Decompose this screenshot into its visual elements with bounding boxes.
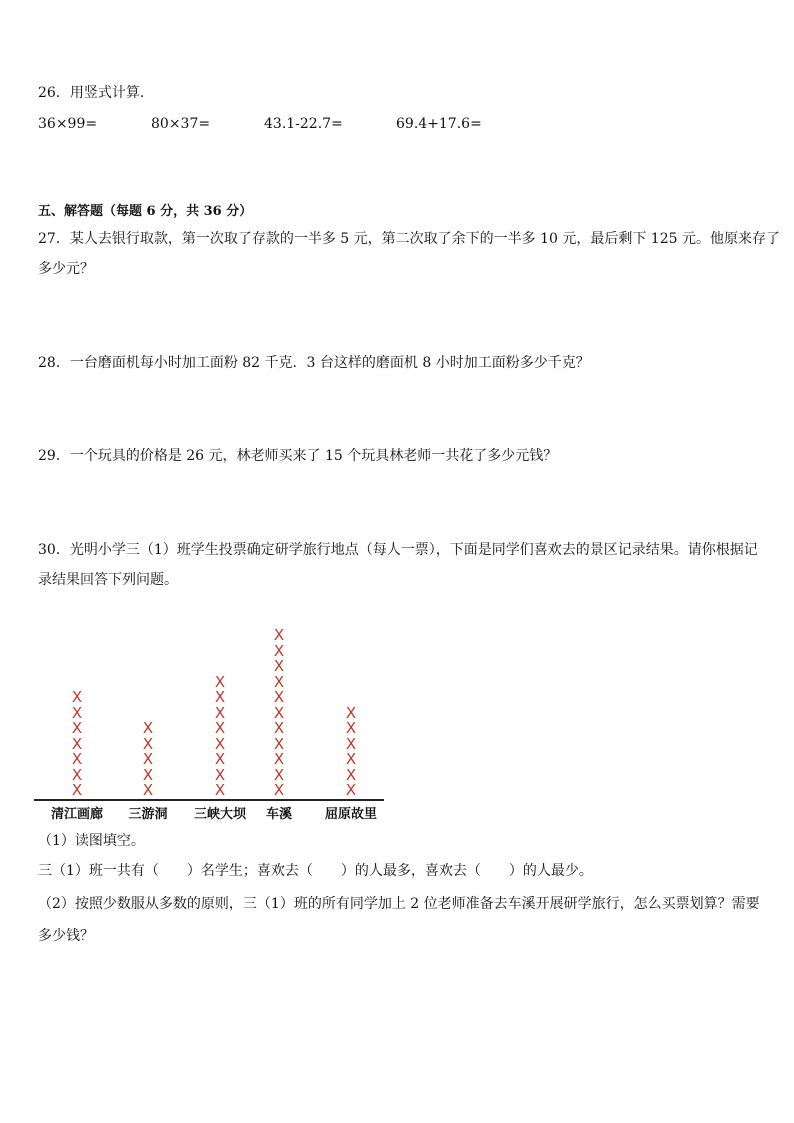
tally-mark: X <box>273 626 285 644</box>
tally-mark: X <box>273 688 285 706</box>
tally-mark: X <box>71 688 83 706</box>
q26-title: 26．用竖式计算． <box>38 85 154 101</box>
tally-mark: X <box>71 734 83 753</box>
q26-item-3: 43.1-22.7= <box>264 116 343 132</box>
tally-mark: X <box>142 750 154 768</box>
tally-mark: X <box>273 750 285 768</box>
chart-baseline <box>34 799 384 801</box>
tally-mark: X <box>345 703 357 722</box>
section-title: 五、解答题（每题 6 分，共 36 分） <box>38 204 253 219</box>
tally-label-5: 屈原故里 <box>324 807 378 822</box>
tally-mark: X <box>273 765 285 784</box>
tally-mark: X <box>142 765 154 784</box>
q30-sub1-fill: 三（1）班一共有（ ）名学生；喜欢去（ ）的人最多，喜欢去（ ）的人最少。 <box>38 863 593 879</box>
tally-mark: X <box>214 750 226 768</box>
tally-mark: X <box>345 719 357 737</box>
tally-mark: X <box>273 719 285 737</box>
tally-mark: X <box>273 641 285 660</box>
tally-mark: X <box>214 734 226 753</box>
tally-mark: X <box>71 703 83 722</box>
tally-mark: X <box>214 719 226 737</box>
q30-sub1-title: （1）读图填空。 <box>38 833 145 849</box>
tally-mark: X <box>71 719 83 737</box>
tally-label-3: 三峡大坝 <box>193 807 247 822</box>
q26-item-1: 36×99= <box>38 116 98 132</box>
tally-mark: X <box>142 734 154 753</box>
q27-line2: 多少元？ <box>38 261 94 277</box>
q26-item-4: 69.4+17.6= <box>396 116 482 132</box>
tally-mark: X <box>142 781 154 799</box>
tally-mark: X <box>214 781 226 799</box>
tally-mark: X <box>273 703 285 722</box>
q30-sub2-line1: （2）按照少数服从多数的原则，三（1）班的所有同学加上 2 位老师准备去车溪开展研学旅行，怎么买票划算？需要 <box>38 896 760 912</box>
tally-mark: X <box>273 781 285 799</box>
tally-mark: X <box>273 672 285 691</box>
q28-text: 28．一台磨面机每小时加工面粉 82 千克．3 台这样的磨面机 8 小时加工面粉多少千克？ <box>38 355 590 371</box>
tally-mark: X <box>71 765 83 784</box>
tally-mark: X <box>273 657 285 675</box>
tally-label-4: 车溪 <box>265 807 293 822</box>
tally-mark: X <box>71 781 83 799</box>
tally-mark: X <box>345 765 357 784</box>
tally-mark: X <box>71 750 83 768</box>
q26-item-2: 80×37= <box>151 116 211 132</box>
q27-line1: 27．某人去银行取款，第一次取了存款的一半多 5 元，第二次取了余下的一半多 10 元，最后剩下 125 元。他原来存了 <box>38 231 780 247</box>
tally-mark: X <box>142 719 154 737</box>
q29-text: 29．一个玩具的价格是 26 元，林老师买来了 15 个玩具林老师一共花了多少元钱？ <box>38 448 558 464</box>
tally-label-2: 三游洞 <box>128 807 168 822</box>
tally-mark: X <box>214 703 226 722</box>
tally-mark: X <box>214 765 226 784</box>
q30-sub2-line2: 多少钱？ <box>38 928 94 944</box>
tally-label-1: 清江画廊 <box>50 807 104 822</box>
q30-line2: 录结果回答下列问题。 <box>38 572 178 588</box>
q30-line1: 30．光明小学三（1）班学生投票确定研学旅行地点（每人一票），下面是同学们喜欢去的景区记录结果。请你根据记 <box>38 542 758 558</box>
tally-mark: X <box>214 672 226 691</box>
tally-mark: X <box>345 734 357 753</box>
tally-mark: X <box>345 781 357 799</box>
tally-mark: X <box>345 750 357 768</box>
tally-mark: X <box>214 688 226 706</box>
tally-mark: X <box>273 734 285 753</box>
